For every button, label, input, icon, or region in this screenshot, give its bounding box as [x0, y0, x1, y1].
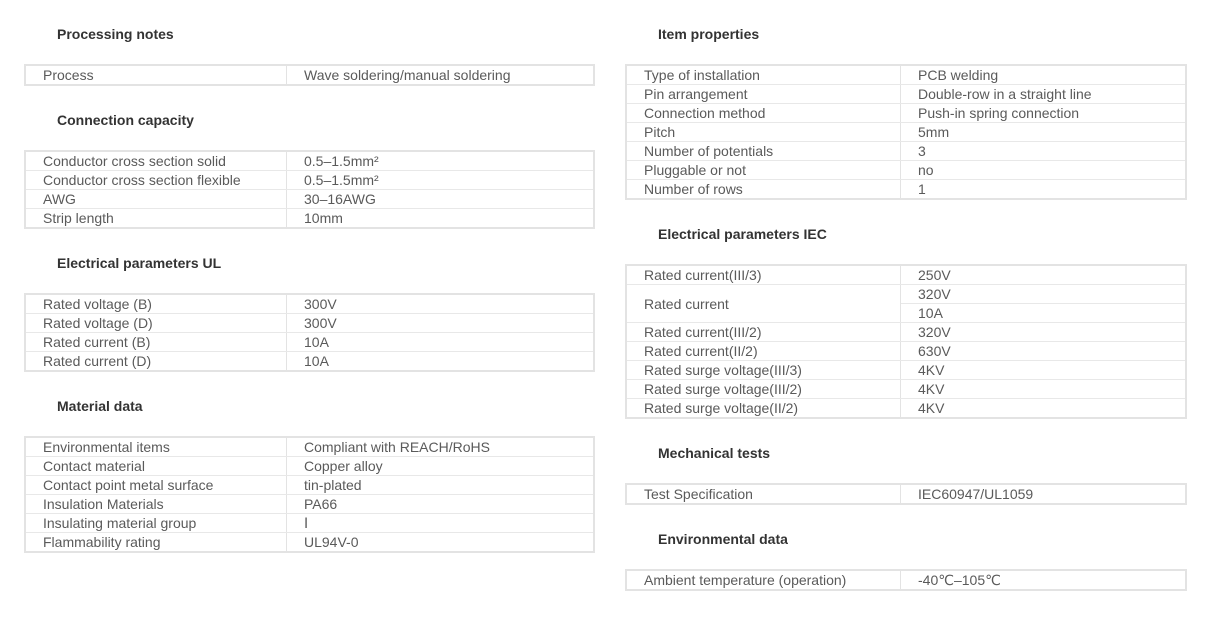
- property-name: Rated current: [626, 285, 901, 323]
- property-name: Conductor cross section flexible: [25, 171, 287, 190]
- table-row: [25, 495, 594, 514]
- property-name: Rated voltage (B): [25, 294, 287, 314]
- property-value: 30–16AWG: [287, 190, 595, 209]
- property-value: 10A: [287, 352, 595, 372]
- table-row: [626, 399, 1186, 419]
- property-value: 250V: [901, 265, 1187, 285]
- table-row: [626, 104, 1186, 123]
- table-row: [626, 161, 1186, 180]
- property-name: Conductor cross section solid: [25, 151, 287, 171]
- section-title-mechanical-tests: Mechanical tests: [658, 445, 771, 461]
- item-properties-table: [625, 64, 1187, 200]
- table-row: [626, 85, 1186, 104]
- property-name: Insulating material group: [25, 514, 287, 533]
- table-row: [626, 323, 1186, 342]
- property-name: Pitch: [626, 123, 901, 142]
- table-row: [25, 333, 594, 352]
- property-name: Test Specification: [626, 484, 901, 504]
- table-row: [626, 570, 1186, 590]
- property-name: Rated current(III/2): [626, 323, 901, 342]
- table-row: [626, 484, 1186, 504]
- table-row: [626, 65, 1186, 85]
- property-value: PA66: [287, 495, 595, 514]
- property-value: -40℃–105℃: [901, 570, 1187, 590]
- table-row: [25, 171, 594, 190]
- section-title-item-properties: Item properties: [658, 26, 760, 42]
- property-name: Flammability rating: [25, 533, 287, 553]
- property-value: Copper alloy: [287, 457, 595, 476]
- property-value: 10A: [901, 304, 1187, 323]
- section-title-connection-capacity: Connection capacity: [57, 112, 194, 128]
- property-value: 320V: [901, 323, 1187, 342]
- table-row: [25, 190, 594, 209]
- table-row: [25, 533, 594, 553]
- electrical-iec-table: [625, 264, 1187, 419]
- property-name: Environmental items: [25, 437, 287, 457]
- property-name: Rated voltage (D): [25, 314, 287, 333]
- table-row: [626, 342, 1186, 361]
- connection-capacity-table: [24, 150, 595, 229]
- section-title-electrical-ul: Electrical parameters UL: [57, 255, 222, 271]
- table-row: [626, 142, 1186, 161]
- section-title-electrical-iec: Electrical parameters IEC: [658, 226, 827, 242]
- material-data-table: [24, 436, 595, 553]
- property-name: Strip length: [25, 209, 287, 229]
- property-value: Ⅰ: [287, 514, 595, 533]
- property-name: Rated current (B): [25, 333, 287, 352]
- property-value: Wave soldering/manual soldering: [287, 65, 595, 85]
- property-value: 320V: [901, 285, 1187, 304]
- property-value: 4KV: [901, 380, 1187, 399]
- property-value: 1: [901, 180, 1187, 200]
- property-name: Pluggable or not: [626, 161, 901, 180]
- table-row: [626, 285, 1186, 304]
- property-value: 300V: [287, 314, 595, 333]
- property-name: Insulation Materials: [25, 495, 287, 514]
- property-name: Number of potentials: [626, 142, 901, 161]
- property-value: tin-plated: [287, 476, 595, 495]
- property-value: 0.5–1.5mm²: [287, 151, 595, 171]
- section-title-material-data: Material data: [57, 398, 143, 414]
- property-name: Ambient temperature (operation): [626, 570, 901, 590]
- table-row: [626, 123, 1186, 142]
- property-name: Contact material: [25, 457, 287, 476]
- table-row: [25, 476, 594, 495]
- table-row: [25, 514, 594, 533]
- property-value: 5mm: [901, 123, 1187, 142]
- property-name: Rated current (D): [25, 352, 287, 372]
- property-name: Rated surge voltage(III/2): [626, 380, 901, 399]
- property-name: Number of rows: [626, 180, 901, 200]
- property-value: 10mm: [287, 209, 595, 229]
- property-name: Contact point metal surface: [25, 476, 287, 495]
- environmental-data-table: [625, 569, 1187, 591]
- table-row: [626, 180, 1186, 200]
- property-value: 0.5–1.5mm²: [287, 171, 595, 190]
- property-name: Pin arrangement: [626, 85, 901, 104]
- property-name: AWG: [25, 190, 287, 209]
- processing-notes-table: [24, 64, 595, 86]
- table-row: [626, 265, 1186, 285]
- mechanical-tests-table: [625, 483, 1187, 505]
- table-row: [25, 457, 594, 476]
- property-value: 3: [901, 142, 1187, 161]
- property-value: IEC60947/UL1059: [901, 484, 1187, 504]
- property-value: no: [901, 161, 1187, 180]
- table-row: [25, 352, 594, 372]
- table-row: [25, 294, 594, 314]
- table-row: [25, 65, 594, 85]
- property-value: 4KV: [901, 361, 1187, 380]
- property-name: Process: [25, 65, 287, 85]
- property-value: 4KV: [901, 399, 1187, 419]
- property-value: UL94V-0: [287, 533, 595, 553]
- property-name: Rated surge voltage(III/3): [626, 361, 901, 380]
- property-value: 10A: [287, 333, 595, 352]
- property-value: Double-row in a straight line: [901, 85, 1187, 104]
- left-column: [24, 0, 595, 553]
- electrical-ul-table: [24, 293, 595, 372]
- property-value: Compliant with REACH/RoHS: [287, 437, 595, 457]
- property-value: 630V: [901, 342, 1187, 361]
- property-name: Rated surge voltage(II/2): [626, 399, 901, 419]
- property-value: PCB welding: [901, 65, 1187, 85]
- section-title-processing-notes: Processing notes: [57, 26, 174, 42]
- property-value: Push-in spring connection: [901, 104, 1187, 123]
- table-row: [626, 361, 1186, 380]
- table-row: [25, 437, 594, 457]
- property-name: Connection method: [626, 104, 901, 123]
- property-name: Rated current(II/2): [626, 342, 901, 361]
- table-row: [25, 209, 594, 229]
- property-value: 300V: [287, 294, 595, 314]
- table-row: [25, 151, 594, 171]
- right-column: [625, 0, 1187, 591]
- table-row: [25, 314, 594, 333]
- section-title-environmental-data: Environmental data: [658, 531, 788, 547]
- property-name: Type of installation: [626, 65, 901, 85]
- table-row: [626, 380, 1186, 399]
- property-name: Rated current(III/3): [626, 265, 901, 285]
